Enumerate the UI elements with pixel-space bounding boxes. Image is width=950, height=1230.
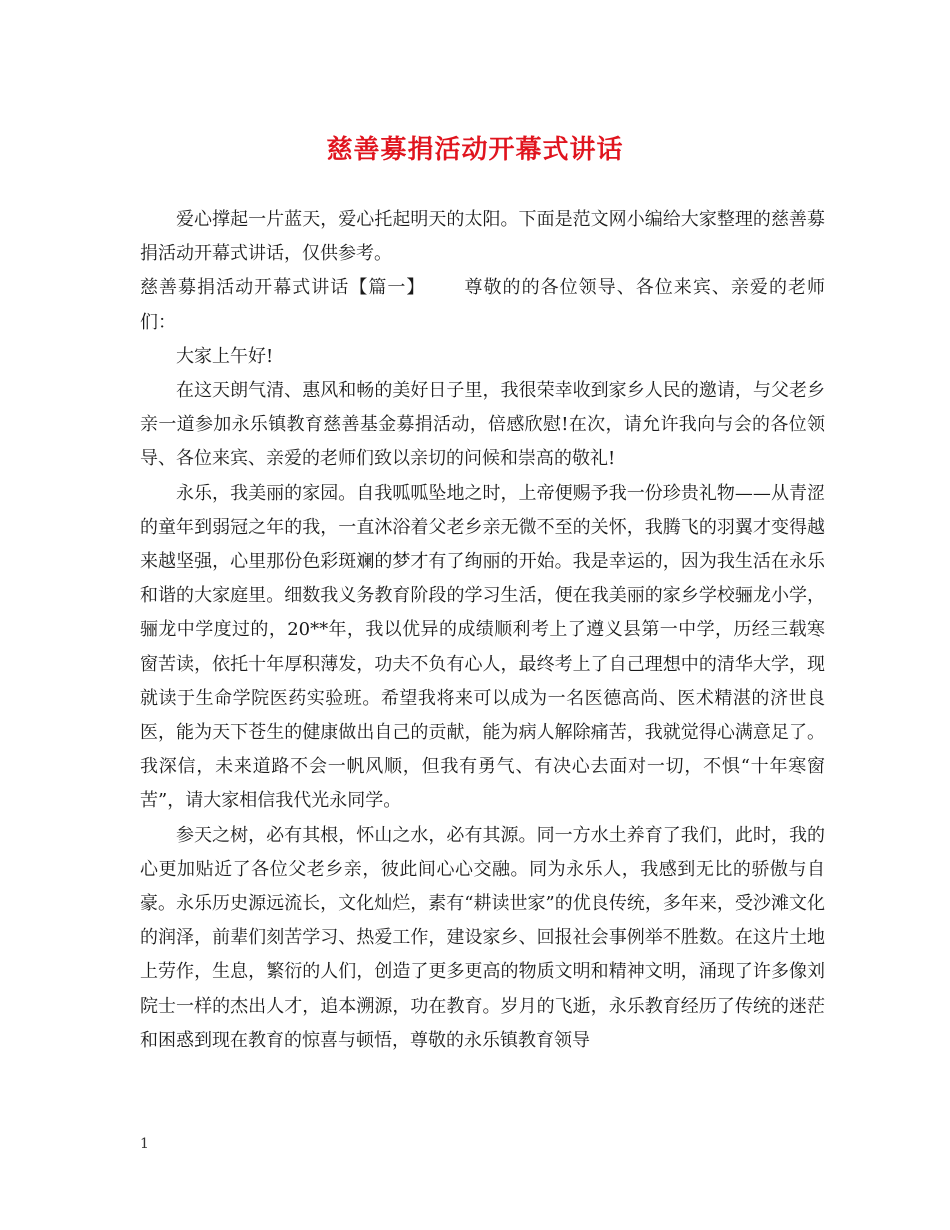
- section-heading: 慈善募捐活动开幕式讲话【篇一】: [140, 277, 426, 299]
- document-body: [140, 203, 825, 1058]
- body-paragraph-1: 在这天朗气清、惠风和畅的美好日子里，我很荣幸收到家乡人民的邀请，与父老乡亲一道参加永乐镇教育慈善基金募捐活动，倍感欣慰!在次，请允许我向与会的各位领导、各位来宾、亲爱的老师们致以亲切的问候和崇高的敬礼!: [140, 380, 825, 470]
- page-number: 1: [140, 1136, 149, 1152]
- intro-paragraph: 爱心撑起一片蓝天，爱心托起明天的太阳。下面是范文网小编给大家整理的慈善募捐活动开幕式讲话，仅供参考。: [140, 209, 825, 265]
- section-heading-line: [140, 271, 825, 339]
- body-paragraph-2: 永乐，我美丽的家园。自我呱呱坠地之时，上帝便赐予我一份珍贵礼物——从青涩的童年到弱冠之年的我，一直沐浴着父老乡亲无微不至的关怀，我腾飞的羽翼才变得越来越坚强，心里那份色彩斑斓的梦才有了绚丽的开始。我是幸运的，因为我生活在永乐和谐的大家庭里。细数我义务教育阶段的学习生活，便在我美丽的家乡学校骊龙小学，骊龙中学度过的，20**年，我以优异的成绩顺利考上了遵义县第一中学，历经三载寒窗苦读，依托十年厚积薄发，功夫不负有心人，最终考上了自己理想中的清华大学，现就读于生命学院医药实验班。希望我将来可以成为一名医德高尚、医术精湛的济世良医，能为天下苍生的健康做出自己的贡献，能为病人解除痛苦，我就觉得心满意足了。我深信，未来道路不会一帆风顺，但我有勇气、有决心去面对一切，不惧“十年寒窗苦”，请大家相信我代光永同学。: [140, 482, 825, 812]
- salutation: 尊敬的的各位领导、各位来宾、亲爱的老师们：: [140, 277, 826, 333]
- greeting-paragraph: 大家上午好!: [176, 345, 274, 367]
- document-title: 慈善募捐活动开幕式讲话: [326, 135, 624, 165]
- body-paragraph-3: 参天之树，必有其根，怀山之水，必有其源。同一方水土养育了我们，此时，我的心更加贴近了各位父老乡亲，彼此间心心交融。同为永乐人，我感到无比的骄傲与自豪。永乐历史源远流长，文化灿烂，素有“耕读世家”的优良传统，多年来，受沙滩文化的润泽，前辈们刻苦学习、热爱工作，建设家乡、回报社会事例举不胜数。在这片土地上劳作，生息，繁衍的人们，创造了更多更高的物质文明和精神文明，涌现了许多像刘院士一样的杰出人才，追本溯源，功在教育。岁月的飞逝，永乐教育经历了传统的迷茫和困惑到现在教育的惊喜与顿悟，尊敬的永乐镇教育领导: [140, 824, 825, 1051]
